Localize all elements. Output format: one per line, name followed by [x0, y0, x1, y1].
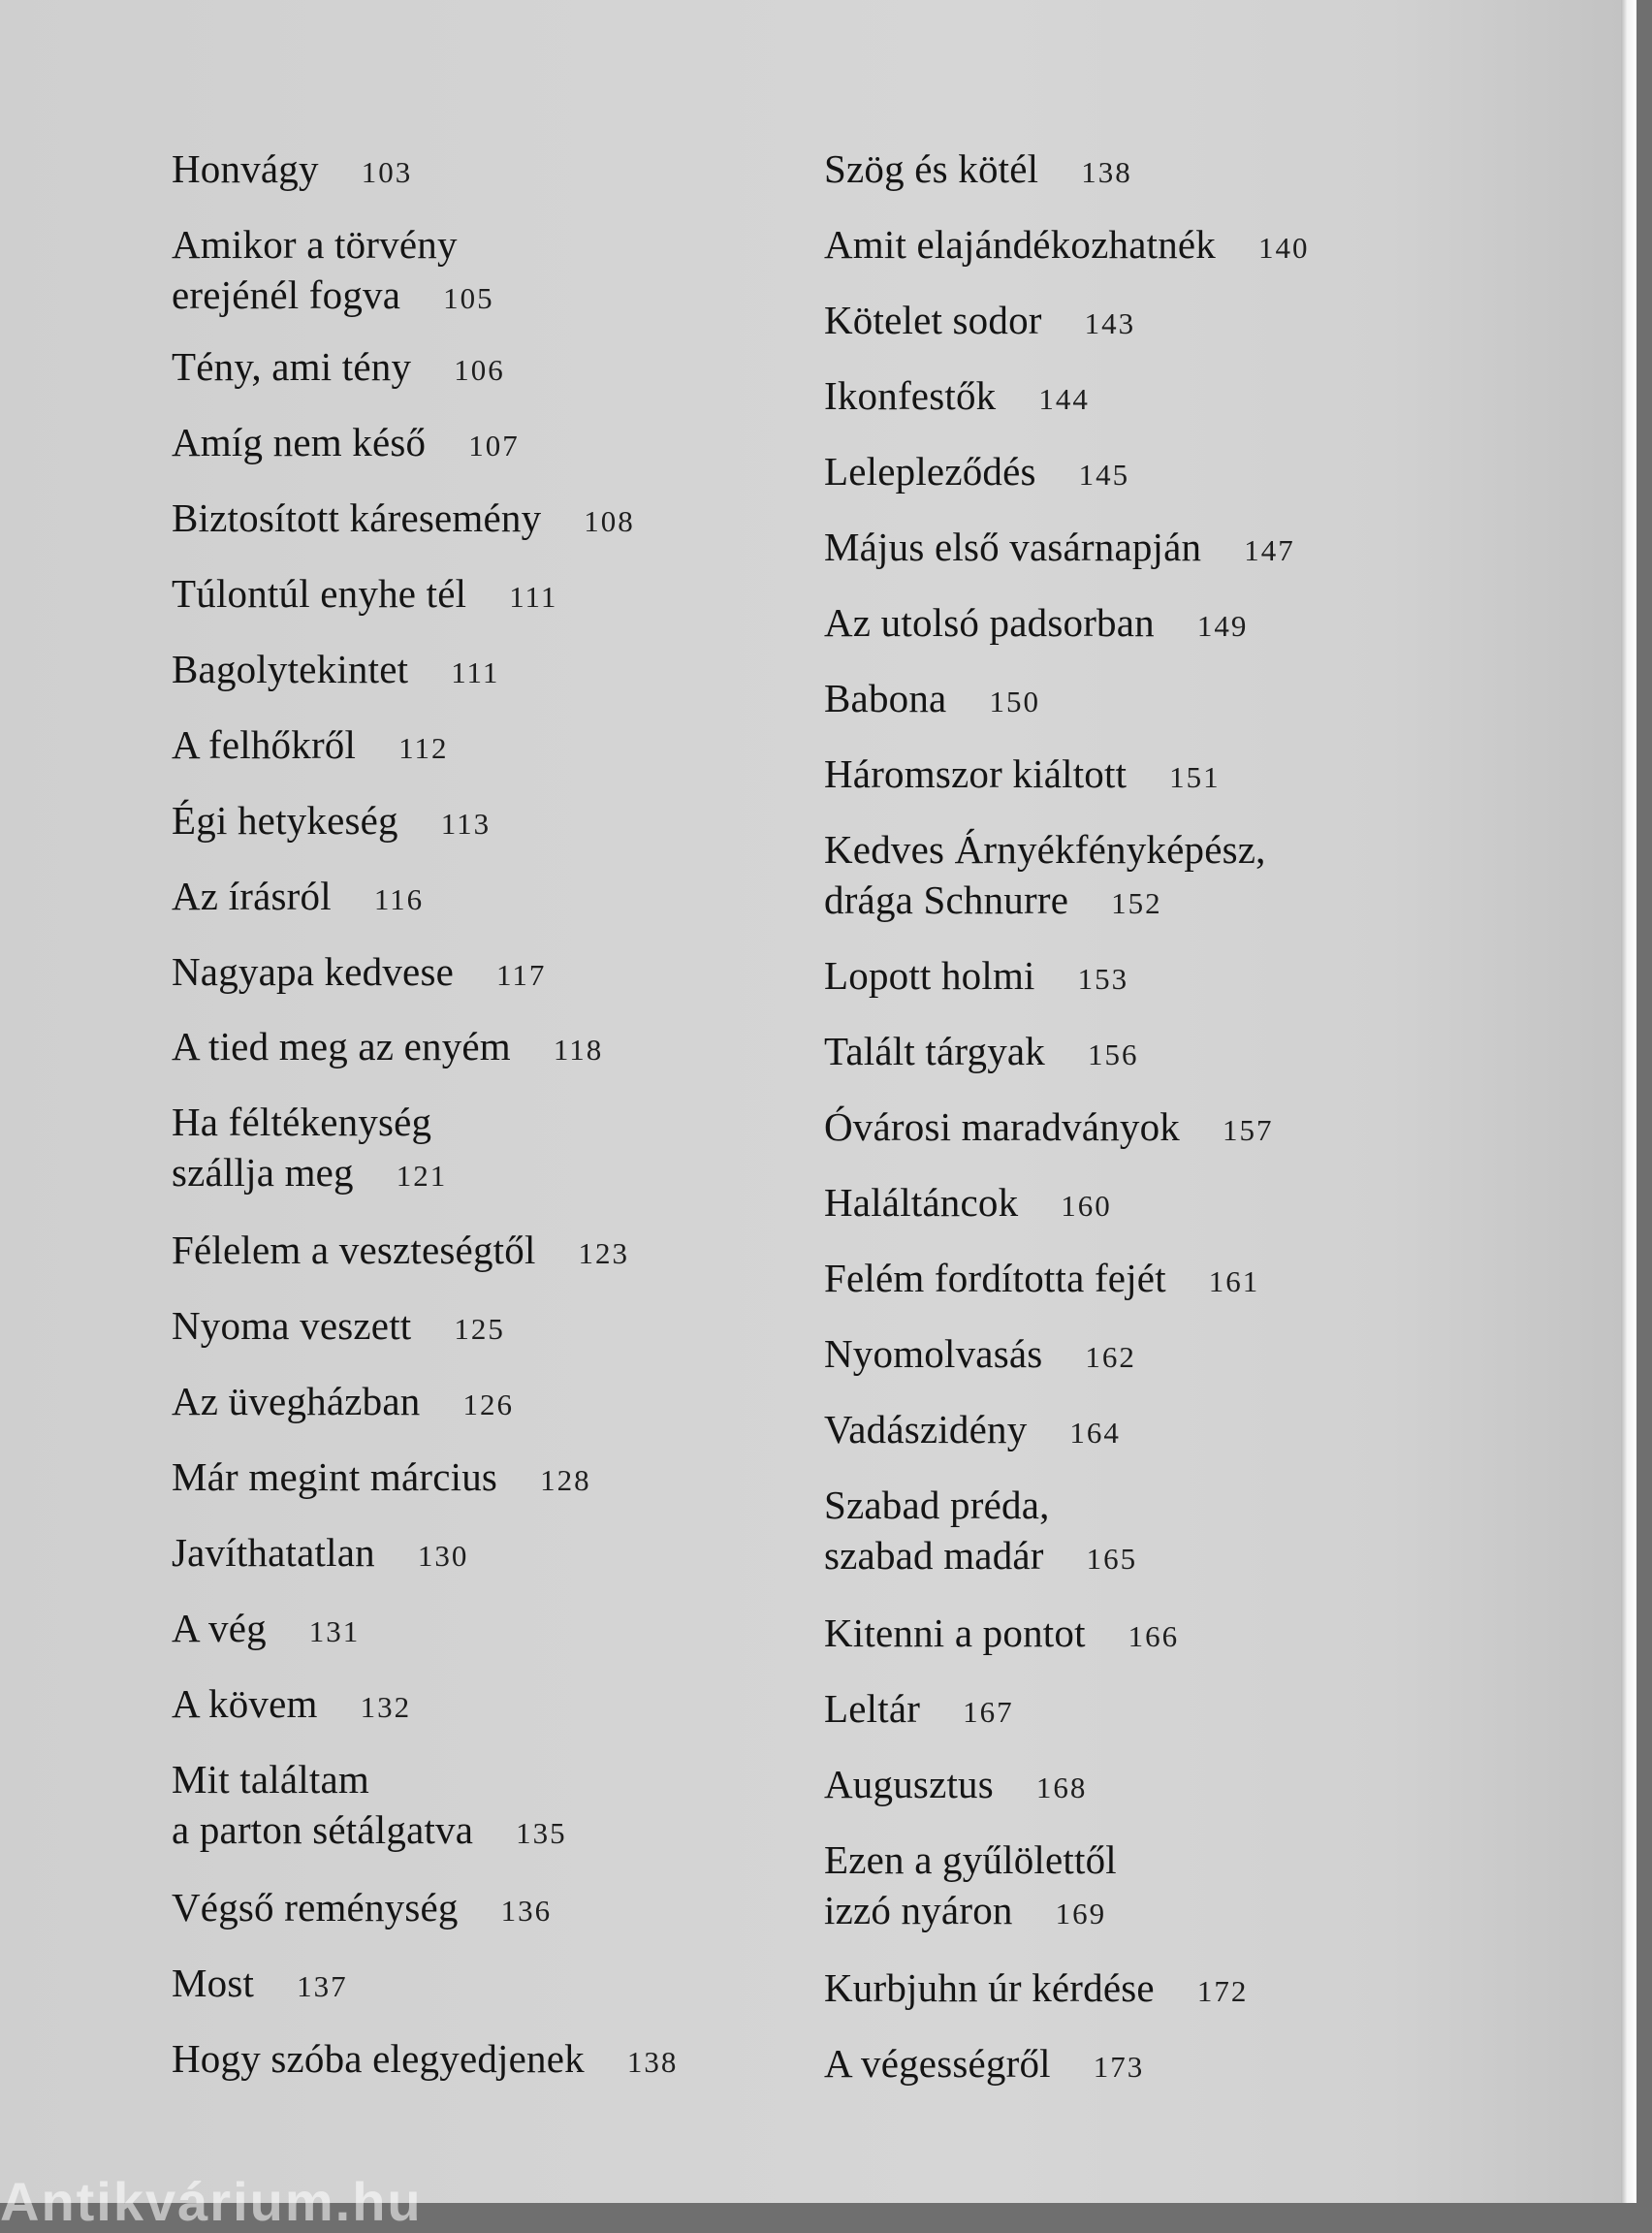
toc-entry-title: Kötelet sodor — [824, 298, 1042, 342]
toc-entry-title: Az üvegházban — [172, 1379, 421, 1423]
toc-entry-page-number: 149 — [1196, 609, 1249, 643]
toc-entry-line — [172, 871, 424, 925]
toc-entry — [824, 1328, 1136, 1383]
toc-entry-line — [172, 1804, 567, 1859]
toc-entry-title: Tény, ami tény — [172, 344, 412, 389]
toc-entry-page-number: 168 — [1035, 1770, 1088, 1804]
toc-entry — [824, 2038, 1144, 2092]
toc-entry — [172, 1603, 360, 1657]
toc-entry-line — [172, 1225, 629, 1279]
toc-entry-line — [172, 644, 499, 698]
toc-entry — [824, 295, 1135, 349]
toc-entry-title: erejénél fogva — [172, 272, 401, 317]
toc-entry-line — [824, 1885, 1117, 1939]
toc-entry — [824, 144, 1132, 198]
toc-entry-page-number: 156 — [1088, 1037, 1139, 1071]
toc-entry-title: Mit találtam — [172, 1757, 369, 1802]
toc-entry — [172, 1882, 552, 1936]
toc-entry-title: Biztosított káresemény — [172, 495, 542, 540]
toc-entry — [824, 1962, 1248, 2017]
toc-entry-line — [824, 673, 1040, 727]
toc-entry-title: Ha féltékenység — [172, 1100, 432, 1144]
toc-entry-line — [824, 824, 1266, 875]
toc-entry — [824, 1834, 1117, 1939]
toc-entry-page-number: 118 — [553, 1033, 604, 1067]
toc-entry-line — [172, 719, 448, 774]
toc-entry-line — [172, 1527, 468, 1581]
toc-entry-page-number: 167 — [963, 1695, 1014, 1729]
toc-entry-page-number: 147 — [1244, 533, 1295, 567]
toc-entry — [172, 871, 424, 925]
toc-entry-line — [824, 1328, 1136, 1383]
toc-entry-page-number: 150 — [989, 685, 1040, 718]
toc-entry — [172, 1451, 591, 1506]
toc-entry — [172, 946, 546, 1001]
toc-entry-line — [824, 2038, 1144, 2092]
toc-entry-line — [824, 1480, 1137, 1530]
toc-entry-line — [172, 795, 491, 849]
toc-entry — [172, 219, 494, 324]
toc-entry — [172, 795, 491, 849]
toc-entry-page-number: 126 — [462, 1388, 514, 1421]
toc-entry-title: Óvárosi maradványok — [824, 1104, 1180, 1149]
toc-entry-page-number: 131 — [308, 1614, 361, 1648]
toc-entry-title: Már megint március — [172, 1454, 498, 1499]
toc-entry-title: A tied meg az enyém — [172, 1024, 511, 1069]
toc-entry-line — [824, 1683, 1014, 1738]
toc-entry-page-number: 140 — [1258, 231, 1310, 265]
toc-entry — [824, 1759, 1087, 1813]
toc-entry-title: Háromszor kiáltott — [824, 751, 1128, 796]
toc-entry-page-number: 113 — [440, 807, 492, 841]
toc-entry-title: Amit elajándékozhatnék — [824, 222, 1216, 267]
toc-entry-page-number: 157 — [1223, 1113, 1274, 1147]
toc-entry-page-number: 143 — [1084, 306, 1136, 340]
toc-entry-title: Az írásról — [172, 874, 332, 918]
toc-entry-page-number: 116 — [373, 882, 425, 916]
toc-entry-page-number: 161 — [1208, 1264, 1260, 1298]
toc-entry — [824, 950, 1128, 1005]
toc-entry-line — [172, 1603, 360, 1657]
toc-entry-line — [172, 341, 505, 396]
toc-entry-line — [172, 1958, 348, 2012]
toc-entry-title: drága Schnurre — [824, 877, 1069, 922]
toc-entry-title: Kitenni a pontot — [824, 1611, 1086, 1655]
toc-entry — [172, 568, 557, 622]
toc-entry-line — [824, 370, 1090, 425]
toc-entry-page-number: 144 — [1038, 382, 1090, 416]
toc-entry-line — [824, 1530, 1137, 1584]
toc-entry — [172, 1021, 603, 1075]
watermark-text: Antikvárium.hu — [0, 2171, 423, 2232]
toc-entry-page-number: 111 — [509, 580, 558, 614]
toc-entry — [172, 1754, 567, 1859]
toc-entry — [824, 370, 1090, 425]
toc-entry-title: Most — [172, 1961, 255, 2005]
toc-entry — [824, 1253, 1259, 1307]
toc-entry-line — [824, 1962, 1248, 2017]
toc-entry-title: Felém fordította fejét — [824, 1256, 1166, 1300]
toc-entry-page-number: 135 — [516, 1816, 567, 1850]
toc-entry-page-number: 160 — [1061, 1189, 1112, 1223]
toc-entry-page-number: 164 — [1069, 1416, 1121, 1450]
toc-entry-line — [824, 875, 1266, 929]
toc-entry-page-number: 123 — [578, 1236, 630, 1270]
toc-entry-page-number: 125 — [454, 1312, 505, 1346]
toc-entry-page-number: 173 — [1093, 2050, 1145, 2084]
toc-entry-title: Lelepleződés — [824, 449, 1036, 494]
toc-entry-page-number: 136 — [500, 1894, 553, 1928]
toc-entry-line — [824, 1177, 1112, 1231]
toc-entry-title: a parton sétálgatva — [172, 1807, 474, 1852]
toc-entry — [824, 1026, 1139, 1080]
toc-entry-title: Május első vasárnapján — [824, 525, 1202, 569]
toc-entry-page-number: 107 — [468, 429, 520, 463]
toc-entry-title: Ikonfestők — [824, 373, 997, 418]
toc-entry-title: Talált tárgyak — [824, 1029, 1045, 1073]
toc-entry — [172, 1958, 348, 2012]
toc-entry — [824, 1177, 1112, 1231]
toc-entry-line — [824, 1101, 1274, 1156]
toc-entry-page-number: 117 — [496, 958, 547, 992]
toc-entry-page-number: 165 — [1086, 1542, 1138, 1576]
toc-entry — [824, 597, 1248, 652]
toc-entry — [824, 1404, 1121, 1458]
page-edge — [1621, 0, 1636, 2203]
toc-entry-page-number: 169 — [1055, 1897, 1107, 1930]
toc-entry-title: Félelem a veszteségtől — [172, 1228, 536, 1272]
toc-entry-page-number: 151 — [1169, 760, 1221, 794]
toc-entry-line — [172, 1021, 603, 1075]
toc-entry-page-number: 166 — [1128, 1619, 1180, 1653]
toc-entry — [824, 1683, 1014, 1738]
toc-entry-line — [172, 417, 520, 471]
toc-entry-page-number: 112 — [398, 731, 449, 765]
toc-entry-line — [824, 950, 1128, 1005]
toc-entry-title: A végességről — [824, 2041, 1051, 2086]
toc-entry-title: Nagyapa kedvese — [172, 949, 455, 994]
toc-entry-title: szállja meg — [172, 1150, 354, 1195]
toc-entry — [172, 341, 505, 396]
toc-entry-line — [172, 1678, 411, 1733]
toc-entry-title: Nyomolvasás — [824, 1331, 1043, 1376]
toc-entry-line — [824, 522, 1295, 576]
toc-entry-title: A felhőkről — [172, 722, 357, 767]
toc-entry-title: A kövem — [172, 1681, 318, 1726]
toc-entry-title: Babona — [824, 676, 947, 720]
toc-entry-line — [824, 1759, 1087, 1813]
toc-entry-line — [824, 295, 1135, 349]
toc-entry — [172, 644, 499, 698]
toc-entry-line — [824, 446, 1129, 500]
toc-entry-line — [824, 1404, 1121, 1458]
toc-entry-page-number: 145 — [1078, 458, 1130, 492]
toc-entry-page-number: 162 — [1085, 1340, 1136, 1374]
toc-entry — [824, 522, 1295, 576]
toc-entry-line — [172, 946, 546, 1001]
toc-entry-line — [172, 568, 557, 622]
toc-entry-line — [172, 219, 494, 270]
toc-entry-line — [172, 270, 494, 324]
toc-entry-title: Az utolsó padsorban — [824, 600, 1155, 645]
toc-entry-title: Leltár — [824, 1686, 921, 1731]
toc-entry — [172, 1225, 629, 1279]
toc-entry-page-number: 108 — [584, 504, 635, 538]
toc-entry-line — [172, 1882, 552, 1936]
toc-entry-page-number: 172 — [1196, 1974, 1249, 2008]
toc-entry — [824, 446, 1129, 500]
toc-entry-title: Nyoma veszett — [172, 1303, 412, 1348]
toc-entry-title: Amikor a törvény — [172, 222, 458, 267]
toc-entry-line — [172, 2033, 678, 2088]
toc-entry — [172, 1300, 505, 1355]
toc-entry — [172, 1527, 468, 1581]
toc-entry-title: Szög és kötél — [824, 146, 1039, 191]
toc-entry-line — [172, 1147, 447, 1201]
toc-entry-line — [172, 1754, 567, 1804]
toc-entry-page-number: 106 — [454, 353, 505, 387]
toc-entry — [172, 1376, 514, 1430]
toc-entry-title: Égi hetykeség — [172, 798, 398, 843]
toc-entry — [172, 417, 520, 471]
toc-entry-page-number: 138 — [1081, 155, 1132, 189]
toc-entry-title: Kurbjuhn úr kérdése — [824, 1965, 1155, 2010]
toc-entry-page-number: 137 — [297, 1969, 348, 2003]
toc-entry-line — [172, 1376, 514, 1430]
toc-entry — [824, 673, 1040, 727]
toc-entry-line — [824, 1026, 1139, 1080]
toc-entry-title: Bagolytekintet — [172, 647, 409, 691]
toc-entry-title: Honvágy — [172, 146, 319, 191]
toc-entry-line — [824, 1253, 1259, 1307]
toc-entry-title: A vég — [172, 1606, 267, 1650]
toc-entry-title: Ezen a gyűlölettől — [824, 1837, 1117, 1882]
toc-entry-line — [172, 1097, 447, 1147]
toc-entry-line — [824, 1834, 1117, 1885]
toc-entry — [172, 493, 635, 547]
toc-entry-title: Lopott holmi — [824, 953, 1035, 998]
toc-entry-title: Javíthatatlan — [172, 1530, 375, 1575]
toc-entry — [824, 1480, 1137, 1584]
toc-entry-title: Szabad préda, — [824, 1483, 1050, 1527]
toc-entry-page-number: 138 — [626, 2045, 679, 2079]
toc-entry-page-number: 152 — [1111, 886, 1162, 920]
toc-entry-page-number: 153 — [1077, 962, 1129, 996]
toc-entry-page-number: 130 — [417, 1539, 469, 1573]
toc-entry — [172, 144, 412, 198]
toc-entry-line — [172, 1300, 505, 1355]
toc-entry-page-number: 121 — [396, 1159, 448, 1193]
toc-entry-line — [172, 1451, 591, 1506]
toc-entry-title: Vadászidény — [824, 1407, 1028, 1451]
toc-entry-line — [172, 144, 412, 198]
toc-entry — [824, 749, 1221, 803]
toc-entry-title: Végső reménység — [172, 1885, 459, 1930]
toc-entry-title: Túlontúl enyhe tél — [172, 571, 467, 616]
toc-entry-page-number: 103 — [361, 155, 413, 189]
toc-entry — [824, 219, 1310, 273]
toc-entry — [824, 1101, 1274, 1156]
toc-entry-page-number: 105 — [443, 281, 494, 315]
toc-entry-title: Kedves Árnyékfényképész, — [824, 827, 1266, 872]
toc-entry-line — [824, 597, 1248, 652]
toc-entry-title: Hogy szóba elegyedjenek — [172, 2036, 585, 2081]
toc-entry — [172, 719, 448, 774]
toc-entry-title: Augusztus — [824, 1762, 994, 1806]
toc-entry-page-number: 111 — [451, 655, 500, 689]
toc-entry — [824, 1608, 1179, 1662]
toc-entry-line — [824, 749, 1221, 803]
toc-entry-title: szabad madár — [824, 1533, 1044, 1578]
toc-entry-page-number: 128 — [540, 1463, 591, 1497]
toc-entry — [824, 824, 1266, 929]
toc-entry-line — [824, 1608, 1179, 1662]
toc-entry — [172, 1678, 411, 1733]
toc-entry-line — [172, 493, 635, 547]
toc-entry-line — [824, 219, 1310, 273]
toc-entry — [172, 2033, 678, 2088]
toc-entry — [172, 1097, 447, 1201]
toc-entry-title: izzó nyáron — [824, 1888, 1013, 1932]
toc-entry-line — [824, 144, 1132, 198]
toc-entry-title: Haláltáncok — [824, 1180, 1019, 1225]
toc-entry-title: Amíg nem késő — [172, 420, 427, 464]
toc-entry-page-number: 132 — [360, 1690, 412, 1724]
